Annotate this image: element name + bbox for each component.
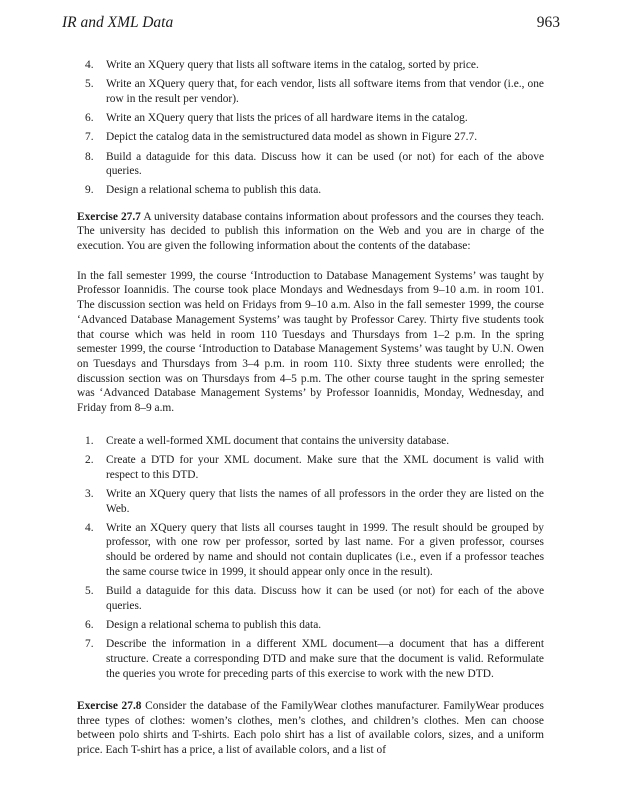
exercise-label: Exercise 27.8 xyxy=(77,699,142,712)
page-number: 963 xyxy=(536,14,560,31)
list-item: 3. Write an XQuery query that lists the names of all professors in the order they are listed on the Web. xyxy=(85,487,544,515)
list-item: 9. Design a relational schema to publish this data. xyxy=(85,184,322,197)
page-content xyxy=(77,58,544,758)
list-item: 6. Design a relational schema to publish this data. xyxy=(85,619,322,631)
list-item: 5. Build a dataguide for this data. Discuss how it can be used (or not) for each of the above queries. xyxy=(85,585,544,612)
list-item: 6. Write an XQuery query that lists the prices of all hardware items in the catalog. xyxy=(85,112,468,125)
list-item: 4. Write an XQuery query that lists all software items in the catalog, sorted by price. xyxy=(85,59,479,71)
list-item: 5. Write an XQuery query that, for each vendor, lists all software items from that vendor (i.e., one row in the result per vendor). xyxy=(85,78,544,105)
exercise-27-7-question-list xyxy=(77,434,544,682)
list-item: 2. Create a DTD for your XML document. Make sure that the XML document is valid with respect to this DTD. xyxy=(85,453,544,481)
exercise-label: Exercise 27.7 xyxy=(77,210,141,223)
exercise-27-7-description: In the fall semester 1999, the course ‘Introduction to Database Management Systems’ was taught by Professor Ioannidis. The course took place Mondays and Wednesdays from 9–10 a.m. in room 101. The discussion section was held on Fridays from 9–10 a.m. Also in the fall semester 1999, the course ‘Advanced Database Management Systems’ was taught by Professor Carey. Thirty five students took that course which was held in room 110 Tuesdays and Thursdays from 1–2 p.m. In the spring semester 1999, the course ‘Introduction to Database Management Systems’ was taught by U.N. Owen on Tuesdays and Thursdays from 3–4 p.m. in room 110. Sixty three students were enrolled; the discussion section was on Thursdays from 4–5 p.m. The other course taught in the spring semester was ‘Advanced Database Management Systems’ by Professor Ioannidis, Monday, Wednesday, and Friday from 8–9 a.m. xyxy=(77,269,544,415)
page-header xyxy=(62,14,560,38)
list-item: 4. Write an XQuery query that lists all courses taught in 1999. The result should be grouped by professor, with one row per professor, sorted by last name. For a given professor, courses should be ordered by name and should not contain duplicates (i.e., even if a professor teaches the same course twice in 1999, it should appear only once in the result). xyxy=(85,521,544,578)
list-item: 7. Depict the catalog data in the semistructured data model as shown in Figure 27.7. xyxy=(85,131,478,144)
continued-question-list xyxy=(77,58,544,198)
list-item: 8. Build a dataguide for this data. Discuss how it can be used (or not) for each of the above queries. xyxy=(85,150,544,178)
running-title: IR and XML Data xyxy=(62,14,174,31)
list-item: 1. Create a well-formed XML document that contains the university database. xyxy=(85,434,450,447)
list-item: 7. Describe the information in a different XML document—a document that has a different structure. Create a corresponding DTD and make sure that the document is valid. Reformulate the queries you wrote for preceding parts of this exercise to work with the new DTD. xyxy=(85,638,544,680)
exercise-27-7-intro: Exercise 27.7 A university database contains information about professors and the courses they teach. The university has decided to publish this information on the Web and you are in charge of the execution. You are given the following information about the contents of the database: xyxy=(77,210,545,253)
exercise-27-8-text: Exercise 27.8 Consider the database of the FamilyWear clothes manufacturer. FamilyWear produces three types of clothes: women’s clothes, men’s clothes, and children’s clothes. Men can choose between polo shirts and T-shirts. Each polo shirt has a list of available colors, sizes, and a uniform price. Each T-shirt has a price, a list of available colors, and a list of xyxy=(77,699,544,756)
